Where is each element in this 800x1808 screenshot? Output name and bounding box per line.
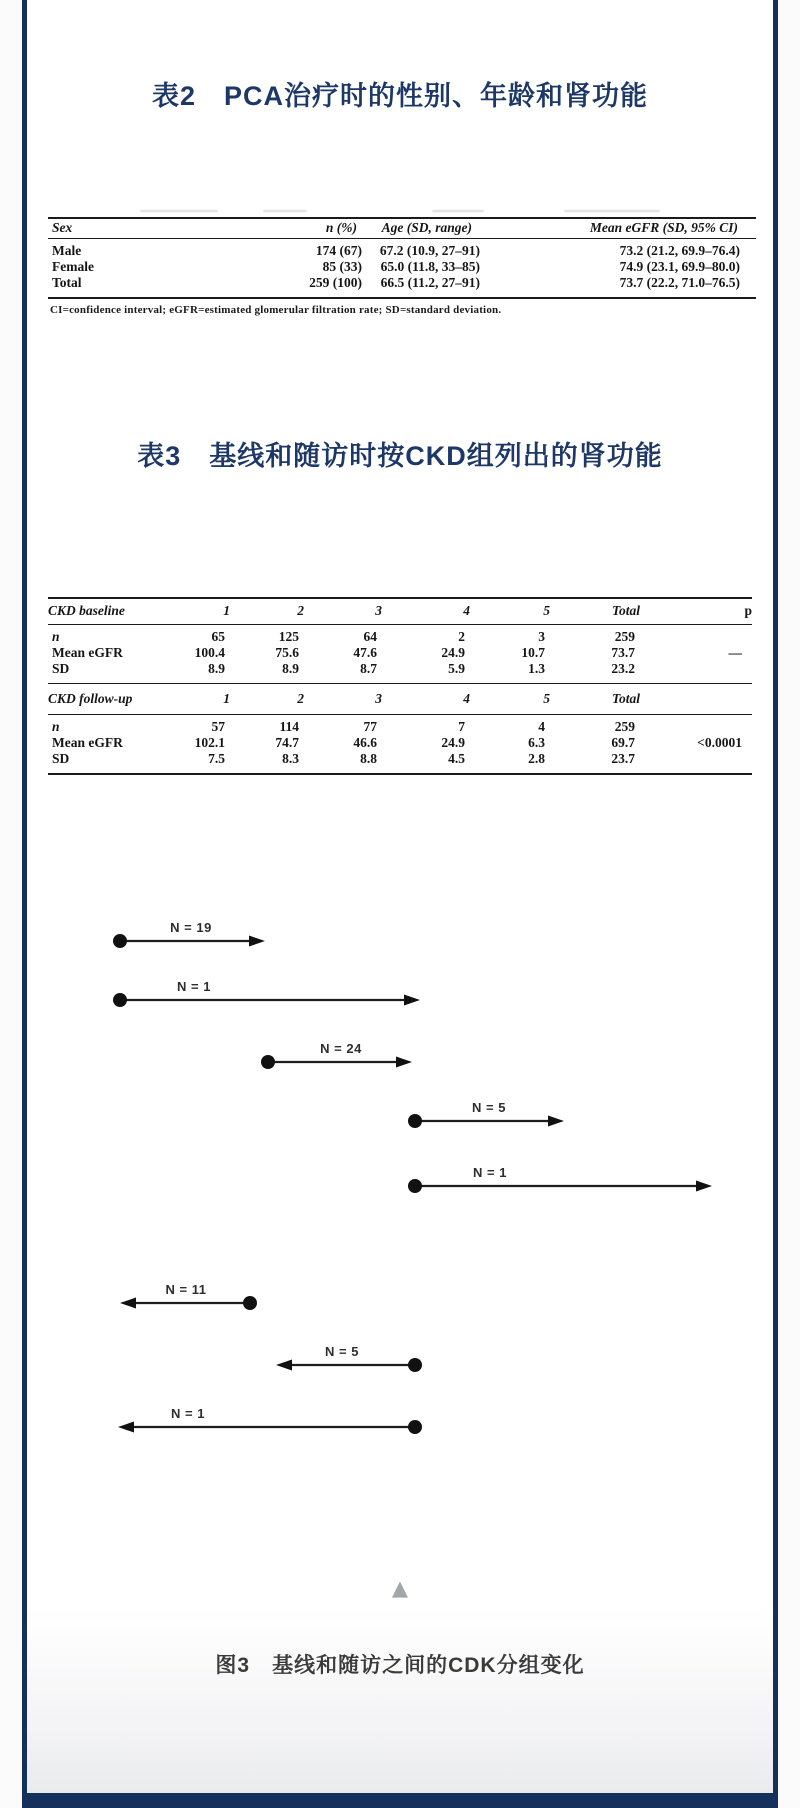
table2-col-header: n (%) — [325, 220, 357, 235]
table3-cell: 8.8 — [360, 751, 377, 766]
table3-row — [48, 645, 752, 661]
table2 — [48, 217, 756, 299]
figure-arrow — [408, 1165, 712, 1193]
table3-cell: 100.4 — [194, 645, 225, 660]
table3-cell: 74.7 — [275, 735, 299, 750]
table3-cell: SD — [52, 661, 70, 676]
table3-cell: 24.9 — [441, 645, 465, 660]
table3-cell: 4 — [538, 719, 545, 734]
table3-cell: 23.2 — [611, 661, 635, 676]
table3-cell: 1.3 — [528, 661, 545, 676]
table3-col-header: 2 — [297, 691, 304, 706]
table3-row — [48, 625, 752, 646]
arrowhead-icon — [548, 1116, 564, 1127]
arrowhead-icon — [696, 1181, 712, 1192]
table3-cell: 114 — [279, 719, 299, 734]
table2-row — [48, 239, 756, 260]
table3-followup-header-row — [48, 684, 752, 715]
figure-arrow — [261, 1041, 412, 1069]
table2-cell: Male — [52, 243, 82, 258]
table3-baseline-rows — [48, 625, 752, 684]
figure3-caption: 图3 基线和随访之间的CDK分组变化 — [215, 1654, 585, 1678]
arrow-n-label: N = 5 — [325, 1344, 359, 1359]
table2-col-header: Mean eGFR (SD, 95% CI) — [589, 220, 738, 235]
table3-cell: 102.1 — [194, 735, 225, 750]
arrow-origin-dot — [261, 1055, 275, 1069]
table2-cell: 174 (67) — [315, 243, 362, 258]
table2-cell: 74.9 (23.1, 69.9–80.0) — [619, 259, 740, 274]
up-triangle-icon: ▲ — [391, 1576, 409, 1600]
arrow-origin-dot — [113, 993, 127, 1007]
table3-cell: n — [52, 719, 60, 734]
table3-cell: <0.0001 — [697, 735, 742, 750]
table3-cell: 46.6 — [353, 735, 377, 750]
figure-arrow — [113, 979, 420, 1007]
table3-col-header: 5 — [543, 603, 550, 618]
table3-col-header: 2 — [297, 603, 304, 618]
table3-baseline-header-row — [48, 598, 752, 625]
arrow-origin-dot — [408, 1114, 422, 1128]
table2-cell: 259 (100) — [309, 275, 362, 290]
table2-col-header: Age (SD, range) — [381, 220, 472, 235]
table2-cell: 85 (33) — [322, 259, 362, 274]
table3-cell: 259 — [614, 719, 635, 734]
table3-col-header: CKD follow-up — [48, 691, 133, 706]
table3-cell: 23.7 — [611, 751, 635, 766]
table3 — [48, 597, 752, 775]
table3-cell: 4.5 — [448, 751, 465, 766]
arrowhead-icon — [396, 1057, 412, 1068]
table2-cell: 66.5 (11.2, 27–91) — [380, 275, 480, 290]
table3-cell: 2.8 — [528, 751, 545, 766]
table3-baseline-header — [48, 598, 752, 625]
table3-col-header: 4 — [463, 691, 470, 706]
arrowhead-icon — [404, 995, 420, 1006]
table3-row — [48, 715, 752, 736]
table3-cell: Mean eGFR — [52, 735, 123, 750]
arrow-n-label: N = 1 — [171, 1406, 205, 1421]
table3-title: 表3 基线和随访时按CKD组列出的肾功能 — [137, 441, 663, 472]
table3-cell: 24.9 — [441, 735, 465, 750]
arrowhead-icon — [276, 1360, 292, 1371]
table2-title: 表2 PCA治疗时的性别、年龄和肾功能 — [151, 81, 649, 112]
table2-header-row — [48, 218, 756, 239]
figure3-arrow-diagram — [40, 900, 740, 1460]
table3-cell: 77 — [363, 719, 377, 734]
page-left-border — [22, 0, 27, 1808]
table3-cell: 64 — [363, 629, 377, 644]
table3-col-header: 5 — [543, 691, 550, 706]
table2-section — [48, 217, 756, 327]
table3-cell: 65 — [211, 629, 225, 644]
table3-cell: 7 — [458, 719, 465, 734]
erased-caption-artifact — [48, 208, 756, 214]
page-right-border — [773, 0, 778, 1808]
table3-cell: 259 — [614, 629, 635, 644]
table2-row — [48, 275, 756, 298]
table3-cell — [640, 661, 752, 684]
arrow-origin-dot — [408, 1358, 422, 1372]
table3-cell: — — [728, 645, 742, 660]
figure-arrow — [408, 1100, 564, 1128]
table3-col-header: CKD baseline — [48, 603, 125, 618]
table2-footnote: CI=confidence interval; eGFR=estimated glomerular filtration rate; SD=standard deviation. — [50, 304, 502, 316]
table2-cell: 65.0 (11.8, 33–85) — [380, 259, 480, 274]
arrow-origin-dot — [113, 934, 127, 948]
table3-cell: n — [52, 629, 60, 644]
table3-cell: 8.3 — [282, 751, 299, 766]
arrowhead-icon — [118, 1422, 134, 1433]
arrowhead-icon — [120, 1298, 136, 1309]
page-bottom-bar — [22, 1793, 778, 1808]
table2-cell: 73.2 (21.2, 69.9–76.4) — [619, 243, 740, 258]
table3-row — [48, 661, 752, 684]
table3-row — [48, 751, 752, 774]
arrow-origin-dot — [408, 1420, 422, 1434]
table2-cell: 73.7 (22.2, 71.0–76.5) — [619, 275, 740, 290]
table3-cell: 57 — [211, 719, 225, 734]
table3-col-header: 1 — [223, 691, 230, 706]
figure-arrow — [113, 920, 265, 948]
table3-cell: 75.6 — [275, 645, 299, 660]
table3-cell: 8.9 — [208, 661, 225, 676]
table3-cell: SD — [52, 751, 70, 766]
table3-col-header: 3 — [375, 691, 382, 706]
table3-cell — [640, 751, 752, 774]
figure-arrow — [276, 1344, 422, 1372]
table2-cell: Total — [52, 275, 82, 290]
table2-cell: 67.2 (10.9, 27–91) — [379, 243, 480, 258]
table3-cell: 7.5 — [208, 751, 225, 766]
arrow-n-label: N = 24 — [320, 1041, 362, 1056]
arrow-n-label: N = 1 — [177, 979, 211, 994]
table3-cell: 8.7 — [360, 661, 377, 676]
arrow-origin-dot — [243, 1296, 257, 1310]
arrow-n-label: N = 1 — [473, 1165, 507, 1180]
figure-arrow — [118, 1406, 422, 1434]
table3-col-header: Total — [611, 603, 640, 618]
table3-cell: 5.9 — [448, 661, 465, 676]
table2-row — [48, 259, 756, 275]
table3-col-header: 4 — [463, 603, 470, 618]
table3-cell: 3 — [538, 629, 545, 644]
table3-section — [48, 597, 752, 775]
arrow-n-label: N = 19 — [170, 920, 212, 935]
table3-cell — [640, 625, 752, 646]
table3-followup-header — [48, 684, 752, 715]
table3-col-header: 3 — [375, 603, 382, 618]
table3-cell: 6.3 — [528, 735, 545, 750]
table2-cell: Female — [52, 259, 94, 274]
table3-col-header: p — [744, 603, 752, 618]
arrowhead-icon — [249, 936, 265, 947]
table3-cell: 2 — [458, 629, 465, 644]
table3-cell: 47.6 — [353, 645, 377, 660]
arrow-n-label: N = 11 — [165, 1282, 207, 1297]
table3-col-header: 1 — [223, 603, 230, 618]
table3-cell: 8.9 — [282, 661, 299, 676]
table3-cell: 125 — [278, 629, 299, 644]
table2-col-header: Sex — [52, 220, 73, 235]
table3-cell: Mean eGFR — [52, 645, 123, 660]
table3-cell — [640, 715, 752, 736]
table3-col-header — [640, 684, 752, 715]
table3-col-header: Total — [611, 691, 640, 706]
arrow-origin-dot — [408, 1179, 422, 1193]
table3-cell: 69.7 — [611, 735, 635, 750]
figure-arrow — [120, 1282, 257, 1310]
arrow-n-label: N = 5 — [472, 1100, 506, 1115]
table3-followup-rows — [48, 715, 752, 775]
table3-row — [48, 735, 752, 751]
table3-cell: 10.7 — [521, 645, 545, 660]
table3-cell: 73.7 — [611, 645, 635, 660]
